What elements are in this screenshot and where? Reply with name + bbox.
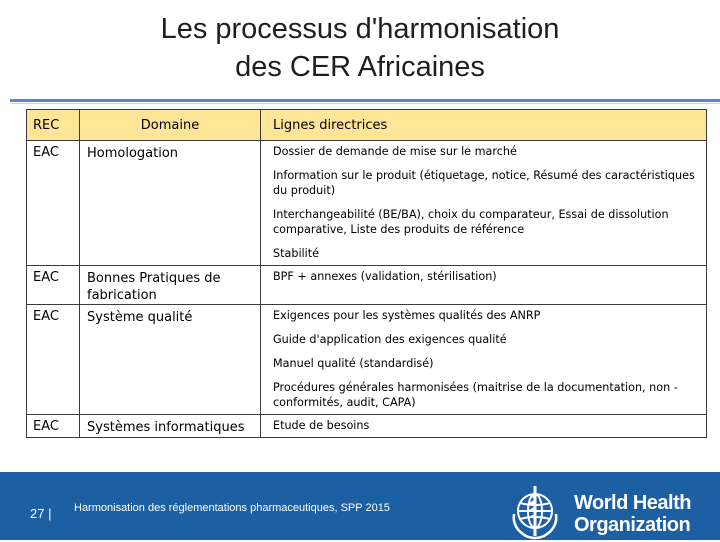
who-wordmark: [574, 492, 691, 536]
guidelines-cell: [261, 415, 707, 438]
guideline-item: Exigences pour les systèmes qualités des ANRP: [273, 309, 541, 322]
table-row: [27, 266, 707, 305]
rec-cell: EAC: [27, 305, 80, 415]
rec-cell: EAC: [27, 141, 80, 266]
domain-cell: Système qualité: [80, 305, 261, 415]
table-row: [27, 305, 707, 415]
table-row: [27, 141, 707, 266]
org-line-2: Organization: [574, 514, 691, 536]
org-line-1: World Health: [574, 492, 691, 514]
header-rec: REC: [27, 110, 80, 141]
domain-cell: Homologation: [80, 141, 261, 266]
table-header-row: [27, 110, 707, 141]
harmonisation-table: [26, 109, 707, 438]
guidelines-cell: [261, 305, 707, 415]
guideline-item: Procédures générales harmonisées (maitrise de la documentation, non -conformités, audit, CAPA): [273, 381, 678, 409]
rec-cell: EAC: [27, 415, 80, 438]
guideline-item: BPF + annexes (validation, stérilisation): [273, 270, 497, 283]
guidelines-cell: [261, 141, 707, 266]
table-row: [27, 415, 707, 438]
domain-cell: Systèmes informatiques: [80, 415, 261, 438]
guideline-item: Guide d'application des exigences qualité: [273, 333, 507, 346]
title-divider: [10, 99, 720, 102]
rec-cell: EAC: [27, 266, 80, 305]
slide-title: [0, 10, 720, 86]
guideline-item: Dossier de demande de mise sur le marché: [273, 145, 517, 158]
title-line-2: des CER Africaines: [235, 51, 485, 83]
header-domain: Domaine: [80, 110, 261, 141]
guideline-item: Information sur le produit (étiquetage, notice, Résumé des caractéristiques du produit): [273, 169, 695, 197]
header-guidelines: Lignes directrices: [261, 110, 707, 141]
footer-bar: [0, 472, 720, 540]
guidelines-cell: [261, 266, 707, 305]
who-emblem-icon: [504, 480, 566, 542]
guideline-item: Manuel qualité (standardisé): [273, 357, 434, 370]
guideline-item: Interchangeabilité (BE/BA), choix du comparateur, Essai de dissolution comparative, Liste des produits de référence: [273, 208, 669, 236]
domain-cell: Bonnes Pratiques de fabrication: [80, 266, 261, 305]
footer-text: Harmonisation des réglementations pharmaceutiques, SPP 2015: [74, 502, 390, 514]
guideline-item: Etude de besoins: [273, 419, 370, 432]
title-divider-shadow: [10, 103, 720, 104]
guideline-item: Stabilité: [273, 247, 320, 260]
title-line-1: Les processus d'harmonisation: [160, 13, 560, 45]
page-number: 27 |: [30, 506, 52, 521]
